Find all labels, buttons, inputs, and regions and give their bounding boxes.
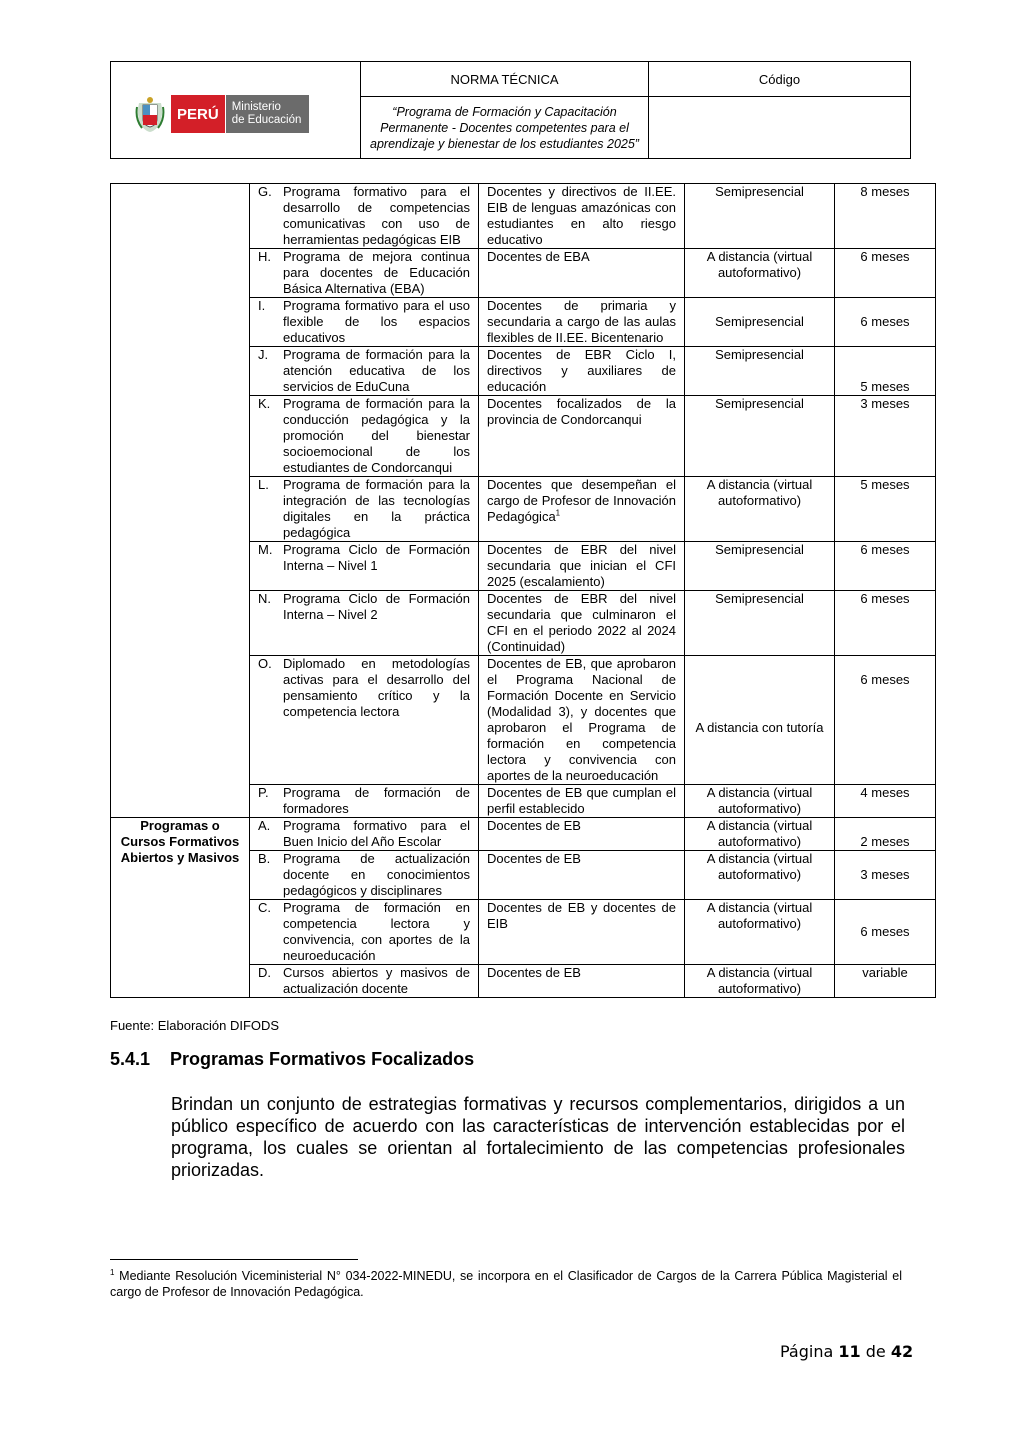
- duration-cell: 8 meses: [835, 184, 936, 249]
- codigo-label: Código: [649, 62, 910, 97]
- program-name: Programa formativo para el Buen Inicio del Año Escolar: [283, 818, 470, 849]
- logo-peru-label: PERÚ: [171, 95, 225, 133]
- program-cell-content: [258, 347, 470, 395]
- audience-cell: [479, 851, 685, 900]
- programs-table: [110, 183, 936, 998]
- program-letter: A.: [258, 818, 271, 833]
- modality-cell: A distancia con tutoría: [685, 656, 835, 785]
- modality-cell: Semipresencial: [685, 396, 835, 477]
- program-cell-content: [258, 818, 470, 850]
- program-name: Programa de actualización docente en conocimientos pedagógicos y disciplinares: [283, 851, 470, 898]
- program-letter: C.: [258, 900, 271, 915]
- category-cell-focalized: [111, 184, 250, 818]
- program-letter: D.: [258, 965, 271, 980]
- program-letter: M.: [258, 542, 273, 557]
- program-letter: J.: [258, 347, 269, 362]
- modality-cell: A distancia (virtual autoformativo): [685, 900, 835, 965]
- program-name: Programa de mejora continua para docentes de Educación Básica Alternativa (EBA): [283, 249, 470, 296]
- program-cell-content: [258, 184, 470, 248]
- program-cell: [250, 542, 479, 591]
- table-row: [111, 184, 936, 249]
- page-mid: de: [865, 1342, 886, 1361]
- audience-cell: [479, 184, 685, 249]
- programs-table-body: [111, 184, 936, 998]
- program-letter: K.: [258, 396, 271, 411]
- duration-cell: 5 meses: [835, 477, 936, 542]
- program-cell: [250, 785, 479, 818]
- audience-text: Docentes de EBR del nivel secundaria que culminaron el CFI en el periodo 2022 al 2024 (Continuidad): [487, 591, 676, 654]
- audience-cell: [479, 298, 685, 347]
- modality-cell: A distancia (virtual autoformativo): [685, 818, 835, 851]
- program-cell: [250, 965, 479, 998]
- program-name: Programa de formación para la conducción pedagógica y la promoción del bienestar socioemocional de los estudiantes de Condorcanqui: [283, 396, 470, 475]
- logo-ministry-line2: de Educación: [231, 114, 302, 126]
- program-name: Programa Ciclo de Formación Interna – Nivel 2: [283, 591, 470, 622]
- modality-cell: A distancia (virtual autoformativo): [685, 477, 835, 542]
- program-name: Programa formativo para el desarrollo de competencias comunicativas con uso de herramientas pedagógicas EIB: [283, 184, 470, 247]
- audience-cell: [479, 818, 685, 851]
- modality-cell: A distancia (virtual autoformativo): [685, 249, 835, 298]
- program-cell-content: [258, 965, 470, 997]
- duration-cell: 6 meses: [835, 591, 936, 656]
- page-number: [780, 1342, 913, 1361]
- program-cell-content: [258, 851, 470, 899]
- page-current: 11: [838, 1342, 861, 1361]
- duration-cell: 4 meses: [835, 785, 936, 818]
- section-number: 5.4.1: [110, 1049, 151, 1069]
- program-cell: [250, 851, 479, 900]
- audience-text: Docentes de EB: [487, 818, 581, 833]
- program-letter: P.: [258, 785, 269, 800]
- program-title: “Programa de Formación y Capacitación Permanente - Docentes competentes para el aprendizaje y bienestar de los estudiantes 2025”: [370, 104, 639, 151]
- program-cell-content: [258, 591, 470, 623]
- modality-cell: Semipresencial: [685, 591, 835, 656]
- program-cell: [250, 591, 479, 656]
- duration-cell: 6 meses: [835, 249, 936, 298]
- audience-cell: [479, 249, 685, 298]
- category-cell-open-courses: Programas o Cursos Formativos Abiertos y Masivos: [111, 818, 250, 998]
- page-total: 42: [890, 1342, 914, 1361]
- program-cell: [250, 298, 479, 347]
- logo-ministry-label: [225, 95, 310, 133]
- norma-label: NORMA TÉCNICA: [361, 62, 648, 97]
- peru-coat-of-arms-icon: [133, 95, 167, 133]
- program-name: Programa formativo para el uso flexible de los espacios educativos: [283, 298, 470, 345]
- program-name: Diplomado en metodologías activas para el desarrollo del pensamiento crítico y la competencia lectora: [283, 656, 470, 719]
- section-paragraph: Brindan un conjunto de estrategias formativas y recursos complementarios, dirigidos a un público específico de acuerdo con las características de intervención establecidas por el programa, los cuales se orientan al fortalecimiento de las competencias profesionales priorizadas.: [171, 1094, 905, 1180]
- program-letter: O.: [258, 656, 272, 671]
- audience-text: Docentes de EBA: [487, 249, 590, 264]
- program-cell: [250, 184, 479, 249]
- section-heading: [110, 1049, 474, 1070]
- modality-cell: Semipresencial: [685, 347, 835, 396]
- program-name: Programa Ciclo de Formación Interna – Nivel 1: [283, 542, 470, 573]
- audience-cell: [479, 900, 685, 965]
- program-letter: N.: [258, 591, 271, 606]
- program-name: Programa de formación de formadores: [283, 785, 470, 816]
- table-source: Fuente: Elaboración DIFODS: [110, 1018, 280, 1033]
- footnote-divider: [110, 1259, 358, 1260]
- minedu-logo: [133, 95, 309, 133]
- program-cell: [250, 818, 479, 851]
- modality-cell: A distancia (virtual autoformativo): [685, 785, 835, 818]
- audience-text: Docentes que desempeñan el cargo de Profesor de Innovación Pedagógica: [487, 477, 676, 524]
- program-cell: [250, 249, 479, 298]
- program-letter: L.: [258, 477, 269, 492]
- audience-cell: [479, 965, 685, 998]
- header-title-cell: [361, 62, 649, 158]
- program-cell-content: [258, 249, 470, 297]
- duration-cell: 6 meses: [835, 900, 936, 965]
- audience-text: Docentes de EB: [487, 851, 581, 866]
- modality-cell: Semipresencial: [685, 184, 835, 249]
- footnote-text: Mediante Resolución Viceministerial N° 034-2022-MINEDU, se incorpora en el Clasificador de Cargos de la Carrera Pública Magisterial el cargo de Profesor de Innovación Pedagógica.: [110, 1269, 902, 1299]
- program-cell: [250, 900, 479, 965]
- footnote: [110, 1268, 902, 1300]
- document-header: [110, 61, 911, 159]
- duration-cell: 6 meses: [835, 298, 936, 347]
- header-logo-cell: [111, 62, 361, 158]
- duration-cell: 2 meses: [835, 818, 936, 851]
- program-cell-content: [258, 656, 470, 720]
- program-cell-content: [258, 396, 470, 476]
- page-prefix: Página: [780, 1342, 834, 1361]
- audience-cell: [479, 477, 685, 542]
- audience-cell: [479, 396, 685, 477]
- duration-cell: variable: [835, 965, 936, 998]
- logo-ministry-line1: Ministerio: [231, 101, 281, 113]
- audience-text: Docentes de EB y docentes de EIB: [487, 900, 676, 931]
- program-cell-content: [258, 542, 470, 574]
- program-name: Programa de formación en competencia lectora y convivencia, con aportes de la neuroeducación: [283, 900, 470, 963]
- program-cell: [250, 477, 479, 542]
- modality-cell: A distancia (virtual autoformativo): [685, 965, 835, 998]
- audience-text: Docentes y directivos de II.EE. EIB de lenguas amazónicas con estudiantes en alto riesgo educativo: [487, 184, 676, 247]
- audience-cell: [479, 656, 685, 785]
- audience-text: Docentes de EB, que aprobaron el Programa Nacional de Formación Docente en Servicio (Modalidad 3), y docentes que aprobaron el Programa de formación en competencia lectora y convivencia con aportes de la neuroeducación: [487, 656, 676, 783]
- modality-cell: Semipresencial: [685, 542, 835, 591]
- program-cell-content: [258, 900, 470, 964]
- duration-cell: 6 meses: [835, 542, 936, 591]
- program-letter: H.: [258, 249, 271, 264]
- table-row: [111, 818, 936, 851]
- audience-text: Docentes de EBR Ciclo I, directivos y auxiliares de educación: [487, 347, 676, 394]
- section-title: Programas Formativos Focalizados: [170, 1049, 475, 1069]
- program-cell: [250, 347, 479, 396]
- codigo-value: [649, 97, 910, 158]
- program-letter: B.: [258, 851, 271, 866]
- duration-cell: 3 meses: [835, 396, 936, 477]
- program-cell-content: [258, 298, 470, 346]
- audience-text: Docentes de EB que cumplan el perfil establecido: [487, 785, 676, 816]
- program-cell: [250, 656, 479, 785]
- audience-text: Docentes de EB: [487, 965, 581, 980]
- program-cell: [250, 396, 479, 477]
- footnote-mark: 1: [110, 1267, 115, 1277]
- footnote-ref: 1: [555, 508, 561, 518]
- program-name: Programa de formación para la integración de las tecnologías digitales en la práctica pedagógica: [283, 477, 470, 540]
- program-letter: I.: [258, 298, 266, 313]
- header-code-cell: [649, 62, 910, 158]
- duration-cell: 6 meses: [835, 656, 936, 785]
- audience-cell: [479, 347, 685, 396]
- audience-cell: [479, 785, 685, 818]
- audience-cell: [479, 542, 685, 591]
- audience-cell: [479, 591, 685, 656]
- program-name: Cursos abiertos y masivos de actualización docente: [283, 965, 470, 996]
- program-cell-content: [258, 477, 470, 541]
- audience-text: Docentes de EBR del nivel secundaria que inician el CFI 2025 (escalamiento): [487, 542, 676, 589]
- program-cell-content: [258, 785, 470, 817]
- modality-cell: Semipresencial: [685, 298, 835, 347]
- modality-cell: A distancia (virtual autoformativo): [685, 851, 835, 900]
- audience-text: Docentes de primaria y secundaria a cargo de las aulas flexibles de II.EE. Bicentenario: [487, 298, 676, 345]
- duration-cell: 5 meses: [835, 347, 936, 396]
- program-letter: G.: [258, 184, 272, 199]
- duration-cell: 3 meses: [835, 851, 936, 900]
- program-name: Programa de formación para la atención educativa de los servicios de EduCuna: [283, 347, 470, 394]
- audience-text: Docentes focalizados de la provincia de Condorcanqui: [487, 396, 676, 427]
